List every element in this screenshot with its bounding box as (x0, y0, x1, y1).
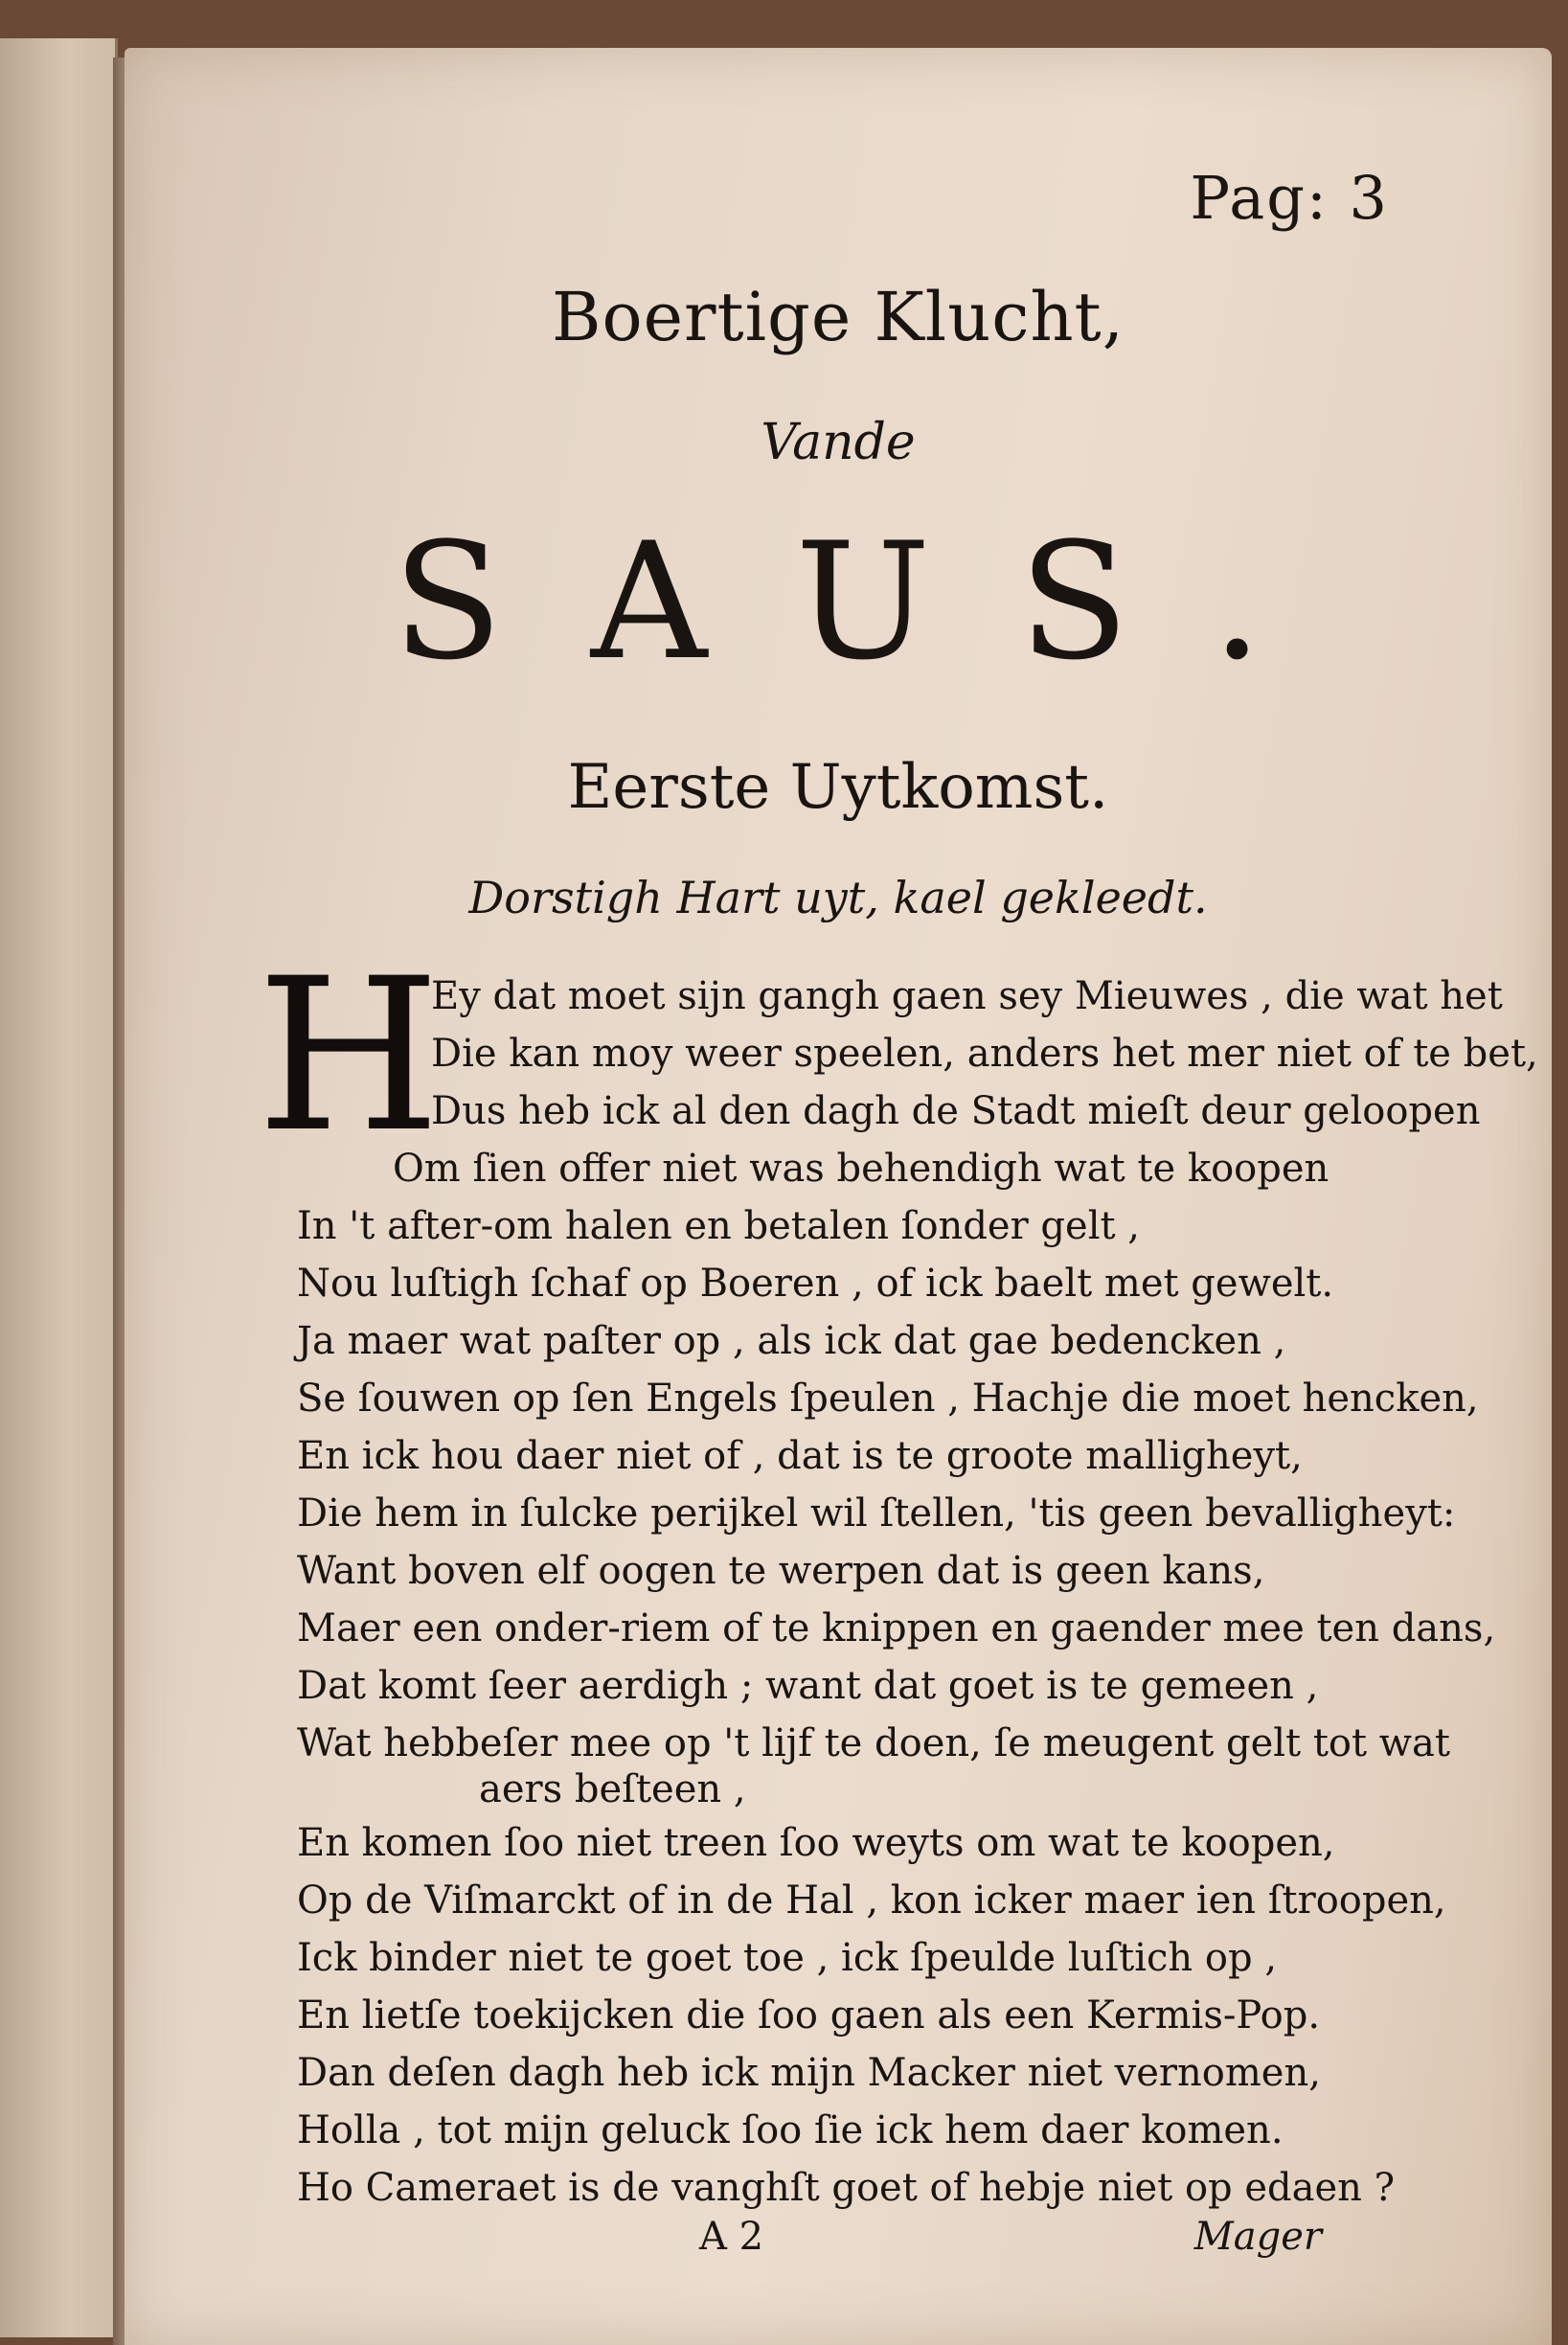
verse-line: Ho Cameraet is de vanghſt goet of hebje niet op edaen ? (297, 2166, 1396, 2210)
verse-line: Ey dat moet sijn gangh gaen sey Mieuwes , die wat het (431, 974, 1503, 1018)
facing-page-edge (0, 38, 118, 2337)
signature-mark: A 2 (699, 2215, 764, 2259)
verse-line: Ja maer wat paſter op , als ick dat gae bedencken , (297, 1319, 1286, 1363)
verse-line: Maer een onder-riem of te knippen en gaender mee ten dans, (297, 1606, 1496, 1651)
verse-line: In 't after-om halen en betalen ſonder gelt , (297, 1204, 1140, 1248)
verse-line: Se ſouwen op ſen Engels ſpeulen , Hachje die moet hencken, (297, 1377, 1479, 1421)
verse-line: Want boven elf oogen te werpen dat is geen kans, (297, 1549, 1265, 1593)
page-title: Boertige Klucht, (552, 278, 1125, 356)
drop-cap: H (257, 933, 441, 1178)
stage-direction: Dorstigh Hart uyt, kael gekleedt. (468, 872, 1208, 923)
scene-heading: Eerste Uytkomst. (567, 752, 1109, 823)
verse-line: Wat hebbeſer mee op 't lijf te doen, ſe meugent gelt tot wat (297, 1721, 1450, 1765)
verse-line: Dan deſen dagh heb ick mijn Macker niet vernomen, (297, 2051, 1321, 2095)
verse-line: Nou luſtigh ſchaf op Boeren , of ick baelt met gewelt. (297, 1262, 1334, 1306)
verse-line: Dat komt ſeer aerdigh ; want dat goet is te gemeen , (297, 1664, 1319, 1708)
book-page (125, 48, 1552, 2345)
verse-line: Op de Viſmarckt of in de Hal , kon icker maer ien ſtroopen, (297, 1878, 1446, 1923)
verse-line: Die hem in ſulcke perijkel wil ſtellen, 'tis geen bevalligheyt: (297, 1491, 1456, 1536)
page-number: Pag: 3 (1190, 163, 1389, 233)
verse-line: Ick binder niet te goet toe , ick ſpeulde luſtich op , (297, 1936, 1278, 1980)
verse-line: Dus heb ick al den dagh de Stadt mieſt deur geloopen (431, 1089, 1481, 1133)
verse-line: Om ſien offer niet was behendigh wat te koopen (393, 1147, 1329, 1191)
verse-line: En lietſe toekijcken die ſoo gaen als een Kermis-Pop. (297, 1993, 1321, 2038)
verse-line: En komen ſoo niet treen ſoo weyts om wat te koopen, (297, 1821, 1335, 1865)
verse-line-continuation: aers beſteen , (479, 1767, 746, 1811)
verse-line: Holla , tot mijn geluck ſoo ſie ick hem daer komen. (297, 2108, 1284, 2152)
verse-line: En ick hou daer niet of , dat is te groote malligheyt, (297, 1434, 1303, 1478)
verse-line: Die kan moy weer speelen, anders het mer niet of te bet, (431, 1032, 1538, 1076)
title-connector: Vande (761, 414, 916, 471)
verse-block (125, 48, 1552, 2345)
main-title: SAUS. (392, 508, 1352, 695)
catchword: Mager (1193, 2215, 1322, 2259)
